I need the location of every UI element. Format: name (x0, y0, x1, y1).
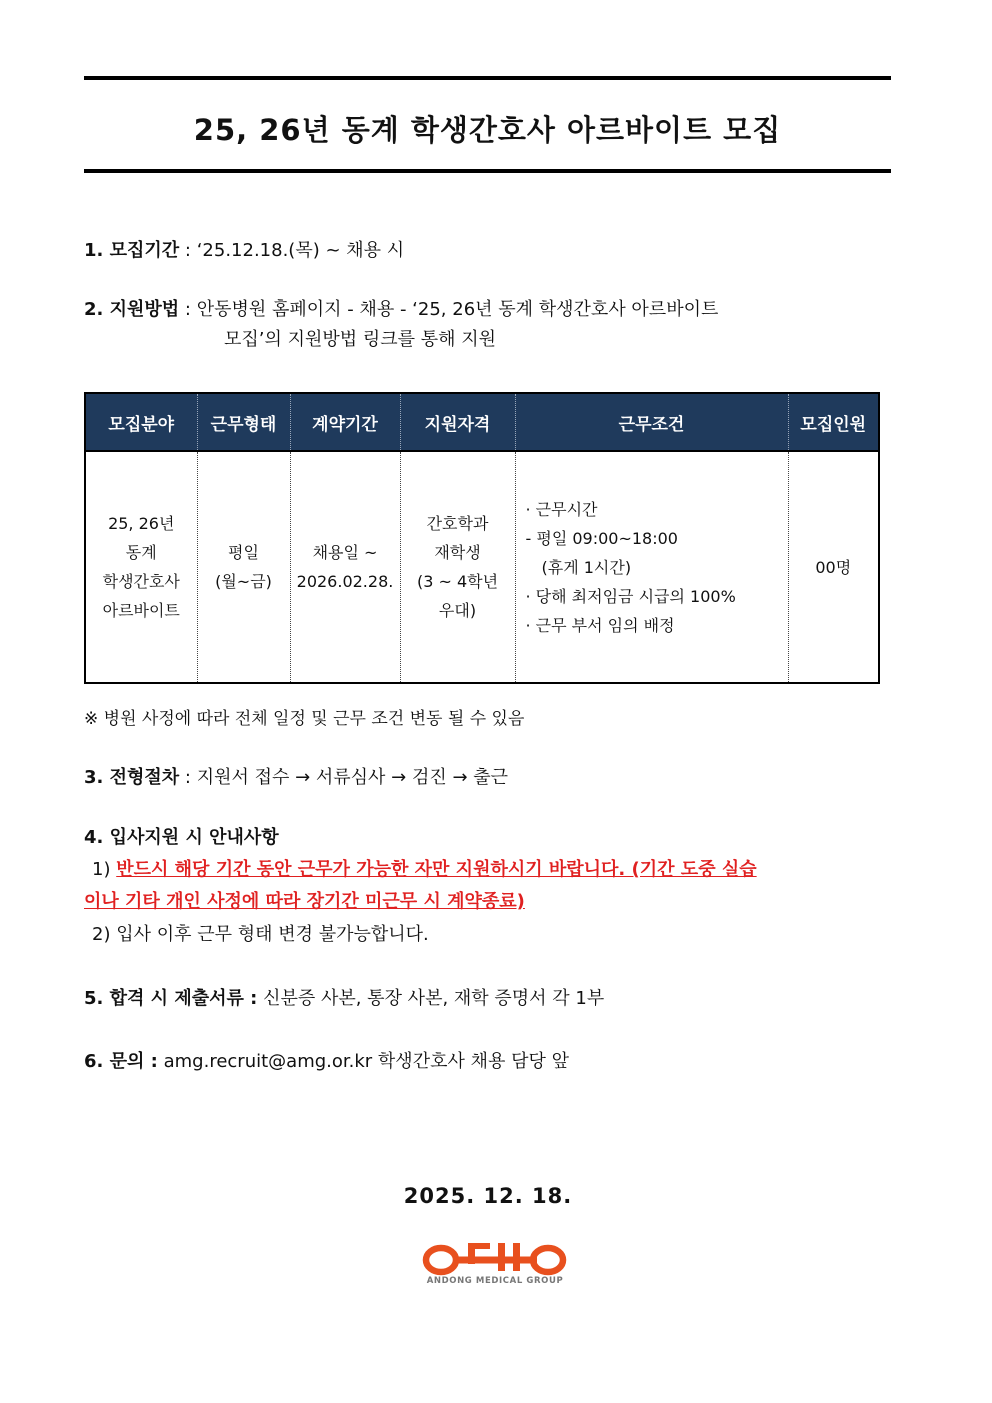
recruit-period-sep: : (179, 240, 197, 261)
required-documents (84, 986, 604, 1012)
page-title: 25, 26년 동계 학생간호사 아르바이트 모집 (193, 113, 782, 147)
contact-value: 학생간호사 채용 담당 앞 (377, 1051, 569, 1072)
conditions-line: (휴게 1시간) (541, 557, 632, 577)
cell-conditions (515, 451, 788, 683)
recruit-period-value: ‘25.12.18.(목) ~ 채용 시 (196, 240, 405, 261)
required-documents-label: 5. 합격 시 제출서류 : (84, 988, 258, 1009)
qualification-line: 재학생 (434, 543, 481, 562)
qualification-line: 우대) (438, 601, 477, 620)
document-date: 2025. 12. 18. (403, 1184, 573, 1208)
selection-process-label: 3. 전형절차 (84, 767, 180, 788)
qualification-line: 간호학과 (426, 514, 489, 533)
field-line: 25, 26년 (108, 514, 175, 533)
qualification-line: (3 ~ 4학년 (416, 572, 499, 591)
header-field: 모집분야 (85, 393, 197, 451)
contract-line: 2026.02.28. (296, 572, 394, 591)
header-headcount: 모집인원 (788, 393, 879, 451)
recruit-period-label: 1. 모집기간 (84, 240, 180, 261)
recruit-period (84, 238, 404, 264)
conditions-line: - 평일 09:00~18:00 (525, 528, 678, 548)
header-contract: 계약기간 (290, 393, 400, 451)
title-bottom-rule (84, 169, 891, 173)
field-line: 동계 (125, 543, 157, 562)
cell-qualification (400, 451, 515, 683)
contract-line: 채용일 ~ (312, 543, 378, 562)
work-type-line: 평일 (228, 543, 259, 562)
apply-method-line2: 모집’의 지원방법 링크를 통해 지원 (224, 329, 497, 350)
notice: ※ 병원 사정에 따라 전체 일정 및 근무 조건 변동 될 수 있음 (84, 709, 525, 729)
apply-guide-heading: 4. 입사지원 시 안내사항 (84, 827, 279, 848)
apply-method-label: 2. 지원방법 (84, 299, 180, 320)
conditions-line: · 근무 부서 임의 배정 (525, 615, 675, 635)
apply-guide-item-1-num: 1) (92, 859, 111, 880)
apply-guide-item-2-num: 2) (92, 924, 111, 945)
apply-guide-item-1-cont: 이나 기타 개인 사정에 따라 장기간 미근무 시 계약종료) (84, 891, 525, 912)
apply-method (84, 297, 718, 323)
conditions-line: · 당해 최저임금 시급의 100% (525, 586, 736, 606)
apply-guide-item-2 (92, 922, 429, 948)
table-row (85, 451, 879, 683)
table-header-row (85, 393, 879, 451)
apply-guide-item-1-text: 반드시 해당 기간 동안 근무가 가능한 자만 지원하시기 바랍니다. (기간 도중 실습 (116, 859, 757, 880)
top-rule (84, 76, 891, 80)
selection-process-sep: : (179, 767, 197, 788)
header-qualification: 지원자격 (400, 393, 515, 451)
cell-work-type (197, 451, 290, 683)
cell-field (85, 451, 197, 683)
apply-method-sep: : (179, 299, 197, 320)
selection-process (84, 765, 508, 791)
cell-contract (290, 451, 400, 683)
header-work-type: 근무형태 (197, 393, 290, 451)
apply-guide-item-2-text: 입사 이후 근무 형태 변경 불가능합니다. (116, 924, 429, 945)
apply-guide-item-1 (92, 857, 757, 883)
selection-process-value: 지원서 접수 → 서류심사 → 검진 → 출근 (196, 767, 509, 788)
apply-method-value-line1: 안동병원 홈페이지 - 채용 - ‘25, 26년 동계 학생간호사 아르바이트 (196, 299, 719, 320)
conditions-line: · 근무시간 (525, 499, 598, 519)
contact-email[interactable]: amg.recruit@amg.or.kr (163, 1051, 373, 1072)
field-line: 아르바이트 (102, 601, 180, 620)
cell-headcount: 00명 (788, 451, 879, 683)
logo-subtitle: ANDONG MEDICAL GROUP (426, 1276, 564, 1286)
recruit-table (84, 392, 880, 684)
header-conditions: 근무조건 (515, 393, 788, 451)
contact-label: 6. 문의 : (84, 1051, 158, 1072)
required-documents-value: 신분증 사본, 통장 사본, 재학 증명서 각 1부 (263, 988, 605, 1009)
contact (84, 1049, 569, 1075)
field-line: 학생간호사 (102, 572, 180, 591)
work-type-line: (월~금) (215, 572, 272, 591)
